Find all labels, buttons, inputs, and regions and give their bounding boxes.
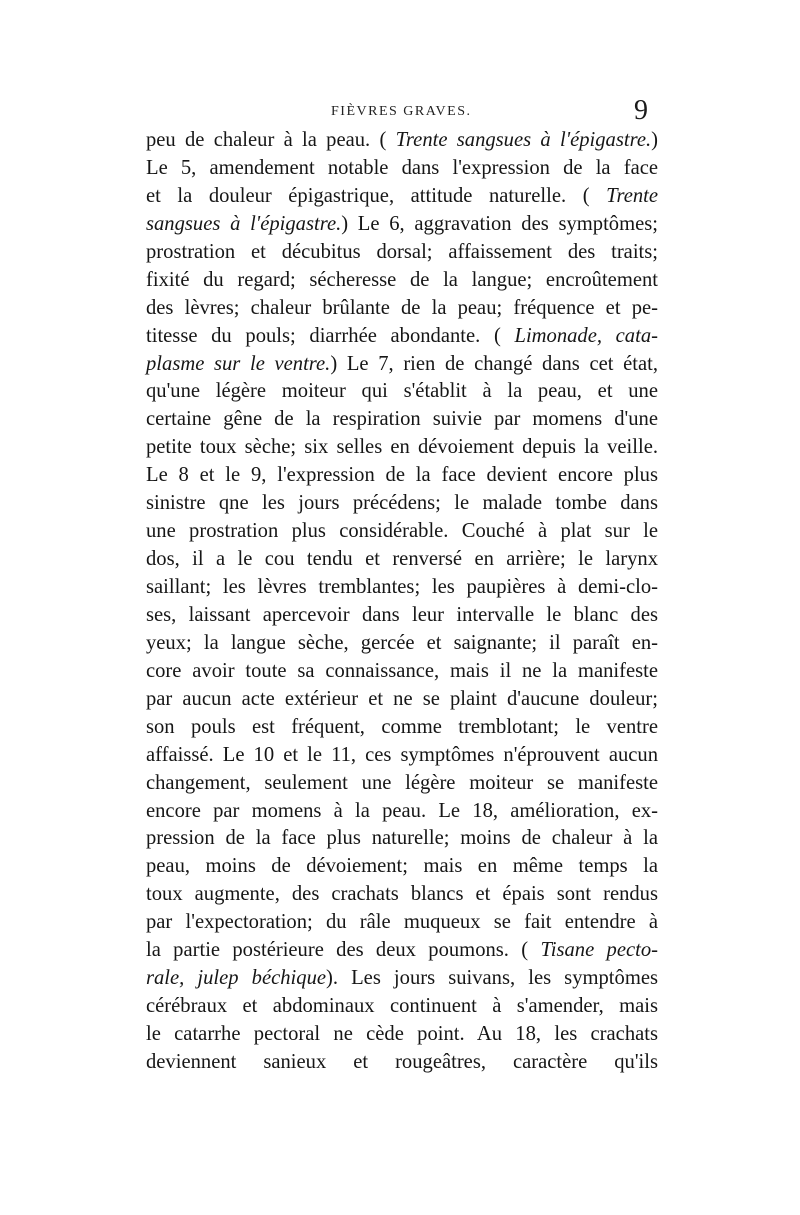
text-line: encore par momens à la peau. Le 18, amélioration, ex- [146, 799, 658, 822]
text-line: affaissé. Le 10 et le 11, ces symptômes n'éprouvent aucun [146, 743, 658, 766]
text-line: petite toux sèche; six selles en dévoiement depuis la veille. [146, 436, 658, 459]
page-header [146, 95, 656, 125]
text-line: certaine gêne de la respiration suivie par momens d'une [146, 408, 658, 431]
text-line: plasme sur le ventre.) Le 7, rien de changé dans cet état, [146, 352, 658, 375]
text-line: core avoir toute sa connaissance, mais il ne la manifeste [146, 659, 658, 682]
running-title: FIÈVRES GRAVES. [331, 104, 472, 119]
text-line: le catarrhe pectoral ne cède point. Au 18, les crachats [146, 1023, 658, 1045]
text-line: cérébraux et abdominaux continuent à s'amender, mais [146, 995, 658, 1018]
text-line: peau, moins de dévoiement; mais en même temps la [146, 855, 658, 878]
text-line: par aucun acte extérieur et ne se plaint d'aucune douleur; [146, 687, 658, 710]
text-line: changement, seulement une légère moiteur se manifeste [146, 771, 658, 794]
page-number: 9 [634, 95, 648, 126]
text-line: Le 8 et le 9, l'expression de la face devient encore plus [146, 464, 658, 487]
text-line: par l'expectoration; du râle muqueux se fait entendre à [146, 911, 658, 934]
body-text [146, 127, 658, 1077]
text-line: et la douleur épigastrique, attitude naturelle. ( Trente [146, 184, 658, 207]
text-line: sangsues à l'épigastre.) Le 6, aggravation des symptômes; [146, 212, 658, 235]
text-line: prostration et décubitus dorsal; affaissement des traits; [146, 240, 658, 263]
text-line: titesse du pouls; diarrhée abondante. ( Limonade, cata- [146, 324, 658, 347]
text-line: rale, julep béchique). Les jours suivans, les symptômes [146, 967, 658, 990]
text-line: des lèvres; chaleur brûlante de la peau; fréquence et pe- [146, 296, 658, 319]
text-line: dos, il a le cou tendu et renversé en arrière; le larynx [146, 548, 658, 571]
text-line: son pouls est fréquent, comme tremblotant; le ventre [146, 715, 658, 738]
text-line: saillant; les lèvres tremblantes; les paupières à demi-clo- [146, 576, 658, 598]
text-line: yeux; la langue sèche, gercée et saignante; il paraît en- [146, 631, 658, 654]
text-line: pression de la face plus naturelle; moins de chaleur à la [146, 827, 658, 850]
text-line: toux augmente, des crachats blancs et épais sont rendus [146, 883, 658, 906]
text-line: Le 5, amendement notable dans l'expression de la face [146, 156, 658, 179]
text-line: sinistre qne les jours précédens; le malade tombe dans [146, 492, 658, 515]
text-line: ses, laissant apercevoir dans leur intervalle le blanc des [146, 603, 658, 626]
text-line: deviennent sanieux et rougeâtres, caractère qu'ils [146, 1050, 658, 1073]
text-line: peu de chaleur à la peau. ( Trente sangsues à l'épigastre.) [146, 129, 658, 151]
text-line: qu'une légère moiteur qui s'établit à la peau, et une [146, 380, 658, 403]
text-line: la partie postérieure des deux poumons. ( Tisane pecto- [146, 939, 658, 962]
text-line: une prostration plus considérable. Couché à plat sur le [146, 520, 658, 543]
text-line: fixité du regard; sécheresse de la langue; encroûtement [146, 268, 658, 291]
